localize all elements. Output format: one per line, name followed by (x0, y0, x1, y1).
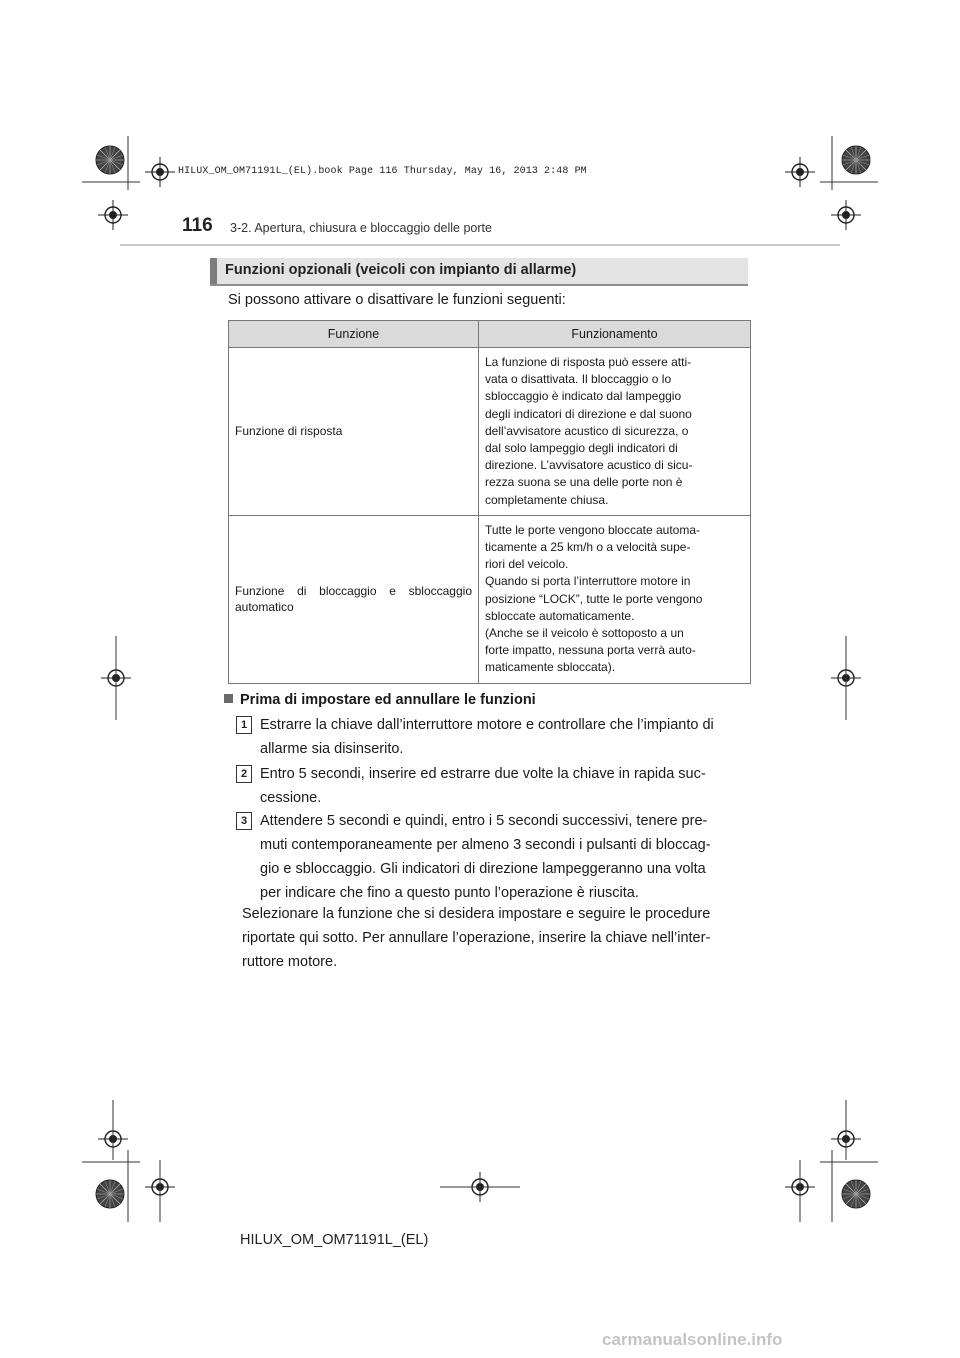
step-line: per indicare che fino a questo punto l’operazione è riuscita. (260, 885, 639, 901)
intro-text: Si possono attivare o disattivare le funzioni seguenti: (228, 292, 566, 308)
registration-mark-icon (145, 157, 175, 187)
step-number-badge: 1 (236, 716, 252, 734)
step-line: allarme sia disinserito. (260, 741, 404, 757)
description-line: rezza suona se una delle porte non è (485, 475, 683, 490)
function-name: Funzione di risposta (229, 348, 479, 516)
function-name: Funzione di bloccaggio e sbloccaggio automatico (229, 515, 479, 683)
description-line: direzione. L’avvisatore acustico di sicu- (485, 458, 693, 473)
square-bullet-icon (224, 694, 233, 703)
table-row (229, 515, 751, 683)
closing-paragraph (242, 902, 744, 974)
function-description (479, 348, 751, 516)
header-rule (120, 244, 840, 246)
section-title: Funzioni opzionali (veicoli con impianto di allarme) (225, 262, 577, 278)
running-head: 3-2. Apertura, chiusura e bloccaggio delle porte (230, 221, 492, 235)
description-line: ticamente a 25 km/h o a velocità supe- (485, 540, 691, 555)
step-line: cessione. (260, 790, 322, 806)
print-header: HILUX_OM_OM71191L_(EL).book Page 116 Thursday, May 16, 2013 2:48 PM (178, 166, 587, 177)
description-line: Tutte le porte vengono bloccate automa- (485, 522, 701, 537)
registration-mark-icon (98, 200, 128, 230)
step-text (260, 809, 744, 905)
closing-line: ruttore motore. (242, 954, 338, 970)
description-line: sbloccate automaticamente. (485, 608, 635, 623)
step-text (260, 713, 744, 761)
function-description (479, 515, 751, 683)
description-line: degli indicatori di direzione e dal suono (485, 406, 692, 421)
procedure-title: Prima di impostare ed annullare le funzioni (240, 692, 536, 708)
step-line: muti contemporaneamente per almeno 3 secondi i pulsanti di bloccag- (260, 837, 711, 853)
step-line: Estrarre la chiave dall’interruttore motore e controllare che l’impianto di (260, 717, 714, 733)
section-accent (210, 258, 217, 284)
description-line: dell’avvisatore acustico di sicurezza, o (485, 423, 689, 438)
table-header-cell: Funzionamento (479, 321, 751, 348)
description-line: completamente chiusa. (485, 492, 609, 507)
step-number-badge: 2 (236, 765, 252, 783)
star-target-icon (96, 146, 124, 174)
procedure-heading (224, 692, 536, 708)
page-number: 116 (182, 215, 213, 236)
closing-line: riportate qui sotto. Per annullare l’operazione, inserire la chiave nell’inter- (242, 930, 711, 946)
registration-mark-icon (831, 200, 861, 230)
description-line: maticamente sbloccata). (485, 660, 616, 675)
star-target-icon (96, 1180, 124, 1208)
table-header-cell: Funzione (229, 321, 479, 348)
description-line: posizione “LOCK”, tutte le porte vengono (485, 591, 703, 606)
description-line: La funzione di risposta può essere atti- (485, 355, 692, 369)
registration-mark-icon (785, 157, 815, 187)
step-line: Entro 5 secondi, inserire ed estrarre due volte la chiave in rapida suc- (260, 766, 706, 782)
star-target-icon (842, 146, 870, 174)
description-line: forte impatto, nessuna porta verrà auto- (485, 643, 696, 658)
description-line: (Anche se il veicolo è sottoposto a un (485, 626, 684, 641)
description-line: dal solo lampeggio degli indicatori di (485, 441, 678, 456)
step-line: Attendere 5 secondi e quindi, entro i 5 secondi successivi, tenere pre- (260, 813, 708, 829)
table-header-row (229, 321, 751, 348)
description-line: sbloccaggio è indicato dal lampeggio (485, 389, 682, 404)
step-line: gio e sbloccaggio. Gli indicatori di direzione lampeggeranno una volta (260, 861, 706, 877)
table-row (229, 348, 751, 516)
footer-code: HILUX_OM_OM71191L_(EL) (240, 1232, 429, 1248)
star-target-icon (842, 1180, 870, 1208)
step-number-badge: 3 (236, 812, 252, 830)
closing-line: Selezionare la funzione che si desidera impostare e seguire le procedure (242, 906, 711, 922)
description-line: Quando si porta l’interruttore motore in (485, 574, 691, 589)
section-title-bar (210, 258, 748, 286)
description-line: vata o disattivata. Il bloccaggio o lo (485, 372, 672, 387)
description-line: riori del veicolo. (485, 557, 569, 572)
watermark: carmanualsonline.info (602, 1330, 783, 1349)
functions-table (228, 320, 751, 684)
step-text (260, 762, 744, 810)
